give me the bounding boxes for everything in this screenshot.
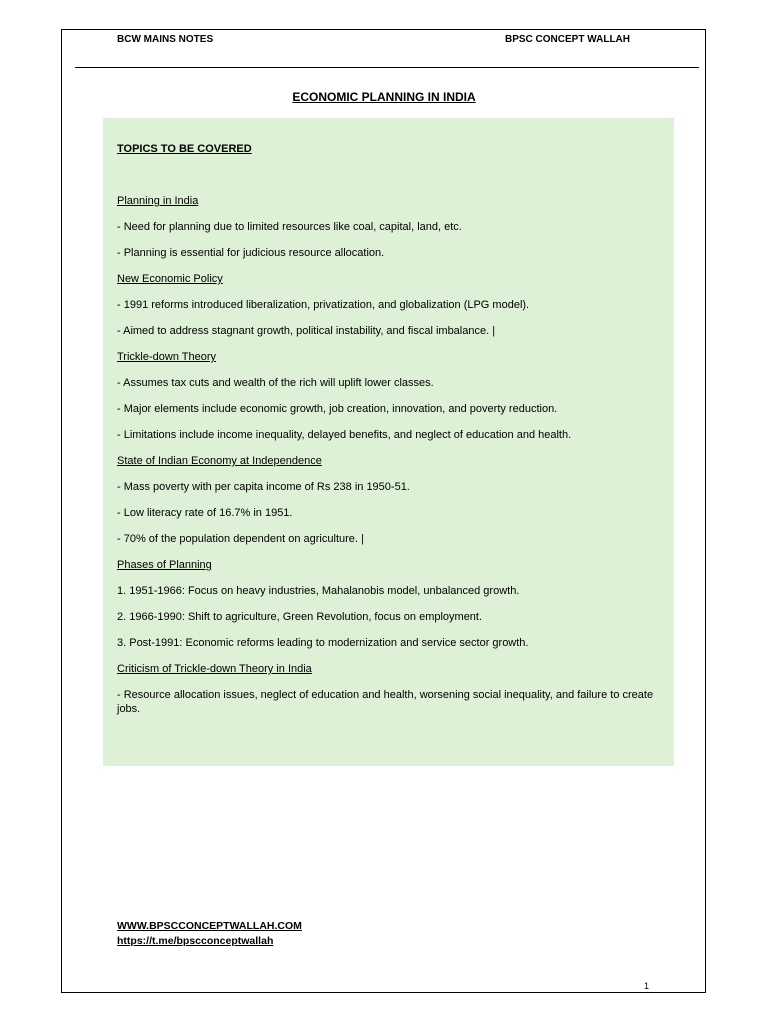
- header-left: BCW MAINS NOTES: [117, 34, 214, 45]
- topics-heading: TOPICS TO BE COVERED: [117, 143, 252, 155]
- website-link[interactable]: WWW.BPSCCONCEPTWALLAH.COM: [117, 920, 302, 932]
- list-item: - Mass poverty with per capita income of Rs 238 in 1950-51.: [117, 481, 410, 493]
- section-heading: Planning in India: [117, 195, 199, 207]
- list-item: - Major elements include economic growth, job creation, innovation, and poverty reduction.: [117, 403, 558, 415]
- page-number: 1: [644, 981, 650, 991]
- list-item: - Assumes tax cuts and wealth of the rich will uplift lower classes.: [117, 377, 434, 389]
- list-item: - Limitations include income inequality, delayed benefits, and neglect of education and health.: [117, 429, 572, 441]
- header-rule: [75, 67, 699, 68]
- list-item: - Need for planning due to limited resources like coal, capital, land, etc.: [117, 221, 462, 233]
- list-item: 3. Post-1991: Economic reforms leading to modernization and service sector growth.: [117, 637, 529, 649]
- topics-content: [117, 194, 657, 728]
- header-right: BPSC CONCEPT WALLAH: [505, 34, 630, 45]
- section-heading: Phases of Planning: [117, 559, 212, 571]
- list-item: - Planning is essential for judicious resource allocation.: [117, 247, 385, 259]
- list-item: - 70% of the population dependent on agriculture. |: [117, 533, 364, 545]
- telegram-link[interactable]: https://t.me/bpscconceptwallah: [117, 935, 274, 947]
- list-item: - 1991 reforms introduced liberalization, privatization, and globalization (LPG model).: [117, 299, 530, 311]
- list-item: - Low literacy rate of 16.7% in 1951.: [117, 507, 293, 519]
- list-item: - Resource allocation issues, neglect of education and health, worsening social inequality, and failure to create jobs.: [117, 689, 654, 715]
- page-title: ECONOMIC PLANNING IN INDIA: [292, 90, 476, 104]
- section-heading: New Economic Policy: [117, 273, 223, 285]
- list-item: 2. 1966-1990: Shift to agriculture, Green Revolution, focus on employment.: [117, 611, 483, 623]
- list-item: 1. 1951-1966: Focus on heavy industries, Mahalanobis model, unbalanced growth.: [117, 585, 520, 597]
- section-heading: State of Indian Economy at Independence: [117, 455, 322, 467]
- list-item: - Aimed to address stagnant growth, political instability, and fiscal imbalance. |: [117, 325, 496, 337]
- section-heading: Trickle-down Theory: [117, 351, 217, 363]
- section-heading: Criticism of Trickle-down Theory in India: [117, 663, 312, 675]
